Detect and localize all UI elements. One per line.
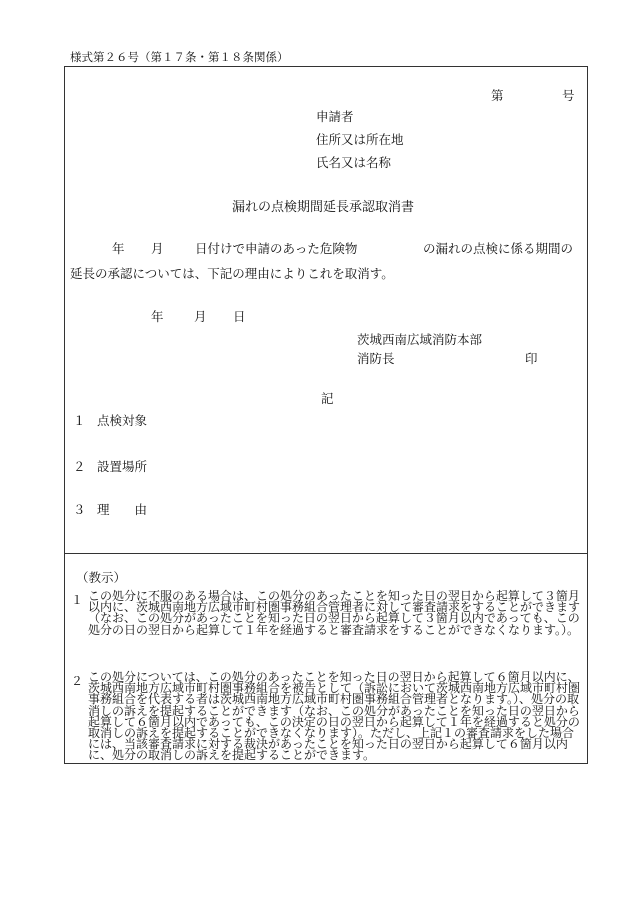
notice-number: ２ [71,674,84,688]
body-leak-clause: の漏れの点検に係る期間の [423,241,574,256]
record-label: 記 [321,391,334,406]
date-day: 日 [233,309,246,324]
seal-label: 印 [525,351,538,366]
applicant-address-label: 住所又は所在地 [316,132,404,147]
form-number: 様式第２６号（第１７条・第１８条関係） [70,50,289,64]
applicant-label: 申請者 [316,109,354,124]
body-year: 年 [112,241,125,256]
item-reason: 理 由 [97,502,148,517]
notice-heading: （教示） [76,570,127,585]
notice-divider [64,553,588,554]
item-number: ２ [73,459,86,474]
issuer-title: 消防長 [357,351,395,366]
body-line-2: 延長の承認については、下記の理由によりこれを取消す。 [70,266,394,281]
date-month: 月 [194,309,207,324]
applicant-name-label: 氏名又は名称 [316,155,392,170]
item-number: ３ [73,502,86,517]
date-year: 年 [151,309,164,324]
document-title: 漏れの点検期間延長承認取消書 [232,200,415,215]
body-day-clause: 日付けで申請のあった危険物 [195,241,358,256]
body-month: 月 [151,241,164,256]
document-number-go: 号 [562,88,575,103]
item-number: １ [73,413,86,428]
item-inspection-target: 点検対象 [97,413,148,428]
document-number-dai: 第 [491,88,504,103]
item-installation-place: 設置場所 [97,459,148,474]
notice-paragraph-1: この処分に不服のある場合は、この処分のあったことを知った日の翌日から起算して３箇月以内に、茨城西南地方広域市町村圏事務組合管理者に対して審査請求をすることができます（なお、この処分があったことを知った日の翌日から起算して３箇月以内であっても、この処分の日の翌日から起算して１年を経過すると審査請求をすることができなくなります。）。 [88,589,581,637]
notice-number: １ [71,593,84,607]
issuer-organization: 茨城西南広域消防本部 [357,332,483,347]
notice-paragraph-2: この処分については、この処分のあったことを知った日の翌日から起算して６箇月以内に、茨城西南地方広域市町村圏事務組合を被告として（訴訟において茨城西南地方広域市町村圏事務組合を代表する者は茨城西南地方広域市町村圏事務組合管理者となります。）、処分の取消しの訴えを提起することができます（なお、この処分があったことを知った日の翌日から起算して６箇月以内であっても、この決定の日の翌日から起算して１年を経過すると処分の取消しの訴えを提起することができなくなります）。ただし、上記１の審査請求をした場合には、当該審査請求に対する裁決があったことを知った日の翌日から起算して６箇月以内に、処分の取消しの訴えを提起することができます。 [88,670,581,763]
